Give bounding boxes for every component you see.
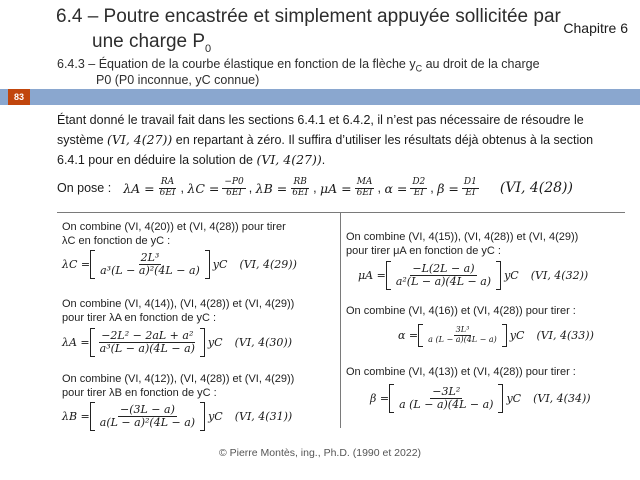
- muA-frac: $\frac{MA}{6EI}$: [356, 177, 373, 198]
- onpose-label: On pose :: [57, 181, 112, 196]
- equation-30: λA = $\frac{\text{−2L² − 2aL + a²}}{\text{a³(L − a)(4L − a)}}$ yC (VI, 4(30)): [62, 328, 292, 357]
- header-band: [0, 89, 640, 105]
- lambdaC-def: λC =: [187, 180, 220, 196]
- beta-def: β =: [437, 180, 459, 196]
- section-divider: [57, 212, 625, 213]
- left-b2-text1: On combine (VI, 4(14)), (VI, 4(28)) et (VI, 4(29)): [62, 298, 295, 310]
- beta-frac: $\frac{D1}{EI}$: [463, 177, 477, 198]
- left-b3-text1: On combine (VI, 4(12)), (VI, 4(28)) et (VI, 4(29)): [62, 373, 295, 385]
- subtitle-line1: 6.4.3 – Équation de la courbe élastique en fonction de la flèche $y_C$ au droit de la charge: [57, 57, 540, 74]
- left-b1-text2: λC en fonction de yC :: [62, 235, 171, 247]
- page-number-badge: 83: [8, 89, 30, 105]
- intro-line3: 6.4.1 pour en déduire la solution de (VI, 4(27)).: [57, 152, 326, 167]
- left-b1-text1: On combine (VI, 4(20)) et (VI, 4(28)) pour tirer: [62, 221, 286, 233]
- right-b2-text1: On combine (VI, 4(16)) et (VI, 4(28)) pour tirer :: [346, 305, 576, 317]
- column-divider: [340, 213, 341, 428]
- intro-paragraph: [57, 111, 617, 170]
- alpha-def: α =: [384, 180, 408, 196]
- lambdaB-frac: $\frac{RB}{6EI}$: [292, 177, 309, 198]
- right-b1-text2: pour tirer μA en fonction de yC :: [346, 245, 501, 257]
- right-b1-text1: On combine (VI, 4(15)), (VI, 4(28)) et (VI, 4(29)): [346, 231, 579, 243]
- equation-34: β = $\frac{\text{−3L²}}{a (L - a)(4L - a)}$ yC (VI, 4(34)): [370, 384, 591, 413]
- intro-line2: système (VI, 4(27)) en repartant à zéro. Il suffira d’utiliser les résultats déjà obtenus à la section: [57, 132, 594, 147]
- definitions-row: On pose : λA = $\frac{RA}{6EI}$ , λC = $\frac{-P0}{6EI}$ , λB = $\frac{RB}{6EI}$ , μA = $\frac{MA}{6EI}$ , α = $\frac{D2}{EI}$ , β = $\frac{D1}{EI}$ (VI, 4(28)): [57, 177, 573, 198]
- lambdaC-frac: $\frac{-P0}{6EI}$: [224, 177, 244, 198]
- lambdaB-def: λB =: [255, 180, 288, 196]
- equation-29: λC = $\frac{\text{2L³}}{\text{a³(L − a)²(4L − a)}}$ yC (VI, 4(29)): [62, 250, 297, 279]
- intro-line1: Étant donné le travail fait dans les sections 6.4.1 et 6.4.2, il n’est pas nécessaire de résoudre le: [57, 113, 584, 127]
- slide-title-line1: 6.4 – Poutre encastrée et simplement appuyée sollicitée par: [56, 6, 561, 27]
- chapter-label: Chapitre 6: [563, 20, 628, 36]
- eq-ref-28: (VI, 4(28)): [499, 180, 573, 197]
- left-b3-text2: pour tirer λB en fonction de yC :: [62, 387, 217, 399]
- equation-31: λB = $\frac{-(3L - a)}{\text{a(L − a)²(4L − a)}}$ yC (VI, 4(31)): [62, 402, 292, 431]
- muA-def: μA =: [320, 180, 352, 196]
- equation-33: α = $\frac{\text{3L³}}{a (L - a)(4L - a)}$ yC (VI, 4(33)): [398, 324, 594, 347]
- right-b3-text1: On combine (VI, 4(13)) et (VI, 4(28)) pour tirer :: [346, 366, 576, 378]
- left-b2-text2: pour tirer λA en fonction de yC :: [62, 312, 217, 324]
- copyright-footer: © Pierre Montès, ing., Ph.D. (1990 et 2022): [218, 447, 422, 459]
- lambdaA-def: λA =: [123, 180, 155, 196]
- equation-32: μA = $\frac{-L(2L - a)}{\text{a²(L − a)(4L − a)}}$ yC (VI, 4(32)): [358, 261, 588, 290]
- slide-title-line2: une charge $P_0$: [92, 31, 212, 55]
- subtitle-line2: P0 (P0 inconnue, yC connue): [96, 73, 260, 87]
- alpha-frac: $\frac{D2}{EI}$: [412, 177, 426, 198]
- lambdaA-frac: $\frac{RA}{6EI}$: [159, 177, 176, 198]
